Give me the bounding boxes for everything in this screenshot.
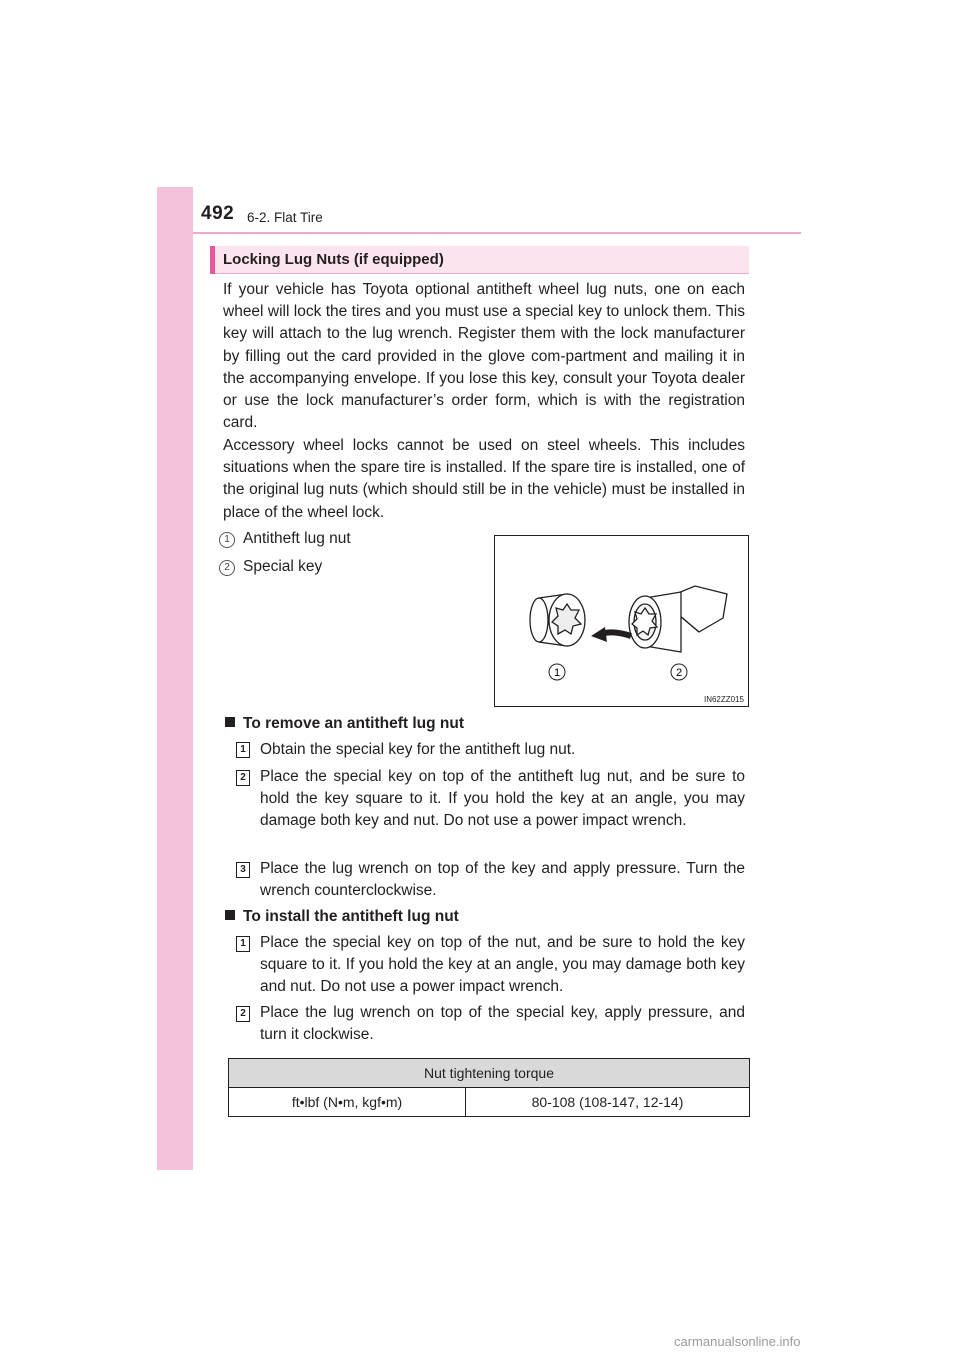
antitheft-lug-nut-drawing: [530, 594, 585, 646]
figure-marker-1: 1: [553, 667, 561, 679]
figure-marker-2: 2: [675, 667, 683, 679]
remove-step-text-2: Place the special key on top of the antitheft lug nut, and be sure to hold the key square to it. If you hold the key at an angle, you may damage both key and nut. Do not use a power impact wrench.: [260, 768, 745, 830]
heading-accent: [210, 246, 215, 274]
remove-subheading: To remove an antitheft lug nut: [225, 715, 464, 733]
lug-nut-and-key-drawing: [495, 536, 748, 706]
install-step-text-2: Place the lug wrench on top of the special key, apply pressure, and turn it clockwise.: [260, 1004, 745, 1044]
remove-step-text-1: Obtain the special key for the antitheft lug nut.: [260, 741, 576, 758]
remove-step-number-3: 3: [236, 862, 250, 878]
torque-table: [228, 1058, 750, 1117]
special-key-drawing: [629, 586, 727, 652]
callout-label-2: Special key: [243, 558, 323, 575]
callout-number-2: 2: [219, 560, 235, 576]
watermark: carmanualsonline.info: [674, 1334, 801, 1349]
torque-unit-cell: ft•lbf (N•m, kgf•m): [229, 1088, 466, 1117]
section-label: 6-2. Flat Tire: [247, 210, 323, 225]
section-heading: Locking Lug Nuts (if equipped): [223, 251, 444, 268]
callout-label-1: Antitheft lug nut: [243, 530, 351, 547]
square-bullet-icon: [225, 910, 235, 920]
install-subheading: To install the antitheft lug nut: [225, 908, 459, 926]
chapter-sidebar-tab: [157, 187, 193, 1170]
page-number: 492: [201, 203, 235, 224]
callout-number-1: 1: [219, 532, 235, 548]
steel-wheel-paragraph: Accessory wheel locks cannot be used on steel wheels. This includes situations when the spare tire is installed. If the spare tire is installed, one of the original lug nuts (which should still be in the vehicle) must be installed in place of the wheel lock.: [223, 437, 745, 521]
install-step-number-1: 1: [236, 936, 250, 952]
install-step-text-1: Place the special key on top of the nut, and be sure to hold the key square to it. If you hold the key at an angle, you may damage both key and nut. Do not use a power impact wrench.: [260, 934, 745, 996]
remove-step-text-3: Place the lug wrench on top of the key and apply pressure. Turn the wrench counterclockwise.: [260, 860, 745, 900]
remove-step-number-1: 1: [236, 742, 250, 758]
torque-table-header: Nut tightening torque: [229, 1059, 750, 1088]
install-step-number-2: 2: [236, 1006, 250, 1022]
header-rule: [193, 232, 801, 234]
figure-code: IN62ZZ015: [703, 695, 744, 704]
square-bullet-icon: [225, 717, 235, 727]
lug-nut-illustration: [494, 535, 749, 707]
torque-value-cell: 80-108 (108-147, 12-14): [466, 1088, 750, 1117]
intro-paragraph: If your vehicle has Toyota optional antitheft wheel lug nuts, one on each wheel will lock the tires and you must use a special key to unlock them. This key will attach to the lug wrench. Register them with the lock manufacturer by filling out the card provided in the glove com-partment and mailing it in the accompanying envelope. If you lose this key, consult your Toyota dealer or use the lock manufacturer’s order form, which is with the registration card.: [223, 281, 745, 432]
remove-step-number-2: 2: [236, 770, 250, 786]
